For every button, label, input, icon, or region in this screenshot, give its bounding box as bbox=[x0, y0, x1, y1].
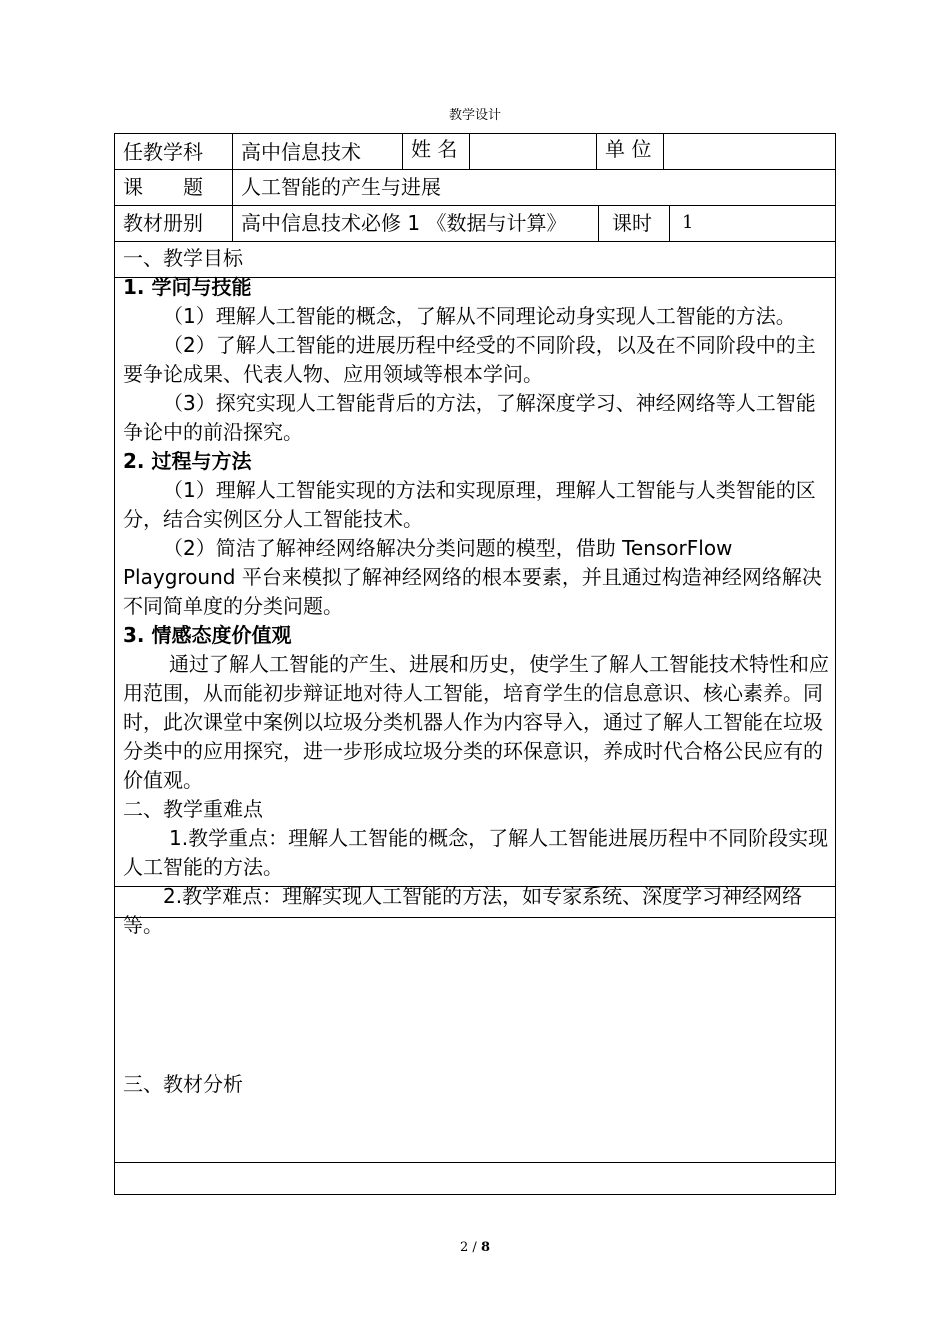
period-value: 1 bbox=[682, 212, 694, 233]
book-value: 高中信息技术必修 1 《数据与计算》 bbox=[241, 211, 567, 235]
page-total: 8 bbox=[480, 1240, 490, 1255]
table-rule bbox=[114, 241, 836, 242]
subject-label: 任教学科 bbox=[123, 140, 203, 164]
table-col-rule bbox=[598, 205, 599, 241]
table-col-rule bbox=[669, 205, 670, 241]
table-rule bbox=[114, 1162, 836, 1163]
paragraph: （2）简洁了解神经网络解决分类问题的模型，借助 TensorFlow Playground 平台来模拟了解神经网络的根本要素，并且通过构造神经网络解决不同简单度的分类问题。 bbox=[123, 536, 822, 618]
name-label: 姓 名 bbox=[411, 137, 458, 161]
subject-value: 高中信息技术 bbox=[241, 140, 361, 164]
table-col-rule bbox=[469, 133, 470, 169]
page-current: 2 bbox=[460, 1240, 469, 1255]
table-col-rule bbox=[663, 133, 664, 169]
period-label: 课时 bbox=[612, 211, 652, 235]
topic-value: 人工智能的产生与进展 bbox=[241, 175, 441, 199]
paragraph: 1.教学重点：理解人工智能的概念，了解人工智能进展历程中不同阶段实现人工智能的方法。 bbox=[123, 826, 829, 879]
section-title: 三、教材分析 bbox=[123, 1072, 243, 1096]
paragraph: 通过了解人工智能的产生、进展和历史，使学生了解人工智能技术特性和应用范围，从而能初步辩证地对待人工智能，培育学生的信息意识、核心素养。同时，此次课堂中案例以垃圾分类机器人作为内容导入，通过了解人工智能在垃圾分类中的应用探究，进一步形成垃圾分类的环保意识，养成时代合格公民应有的价值观。 bbox=[123, 652, 829, 792]
unit-label: 单 位 bbox=[605, 137, 652, 161]
topic-label: 课 题 bbox=[123, 175, 203, 199]
paragraph: 2.教学难点：理解实现人工智能的方法，如专家系统、深度学习神经网络等。 bbox=[123, 884, 803, 937]
section-title: 一、教学目标 bbox=[123, 246, 243, 270]
table-col-rule bbox=[402, 133, 403, 169]
table-col-rule bbox=[596, 133, 597, 169]
paragraph: （3）探究实现人工智能背后的方法，了解深度学习、神经网络等人工智能争论中的前沿探究。 bbox=[123, 391, 816, 444]
table-rule bbox=[114, 169, 836, 170]
table-rule bbox=[114, 205, 836, 206]
section-title: 二、教学重难点 bbox=[123, 797, 263, 821]
lesson-content bbox=[123, 244, 835, 940]
page-number bbox=[0, 1240, 950, 1255]
page-separator: / bbox=[468, 1240, 481, 1255]
paragraph: （1）理解人工智能实现的方法和实现原理，理解人工智能与人类智能的区分，结合实例区分人工智能技术。 bbox=[123, 478, 816, 531]
subsection-title: 1. 学问与技能 bbox=[123, 275, 252, 299]
table-col-rule bbox=[232, 133, 233, 241]
subsection-title: 2. 过程与方法 bbox=[123, 449, 252, 473]
paragraph: （2）了解人工智能的进展历程中经受的不同阶段，以及在不同阶段中的主要争论成果、代表人物、应用领域等根本学问。 bbox=[123, 333, 816, 386]
book-label: 教材册别 bbox=[123, 211, 203, 235]
document-header: 教学设计 bbox=[448, 108, 501, 123]
subsection-title: 3. 情感态度价值观 bbox=[123, 623, 292, 647]
paragraph: （1）理解人工智能的概念，了解从不同理论动身实现人工智能的方法。 bbox=[163, 304, 796, 328]
